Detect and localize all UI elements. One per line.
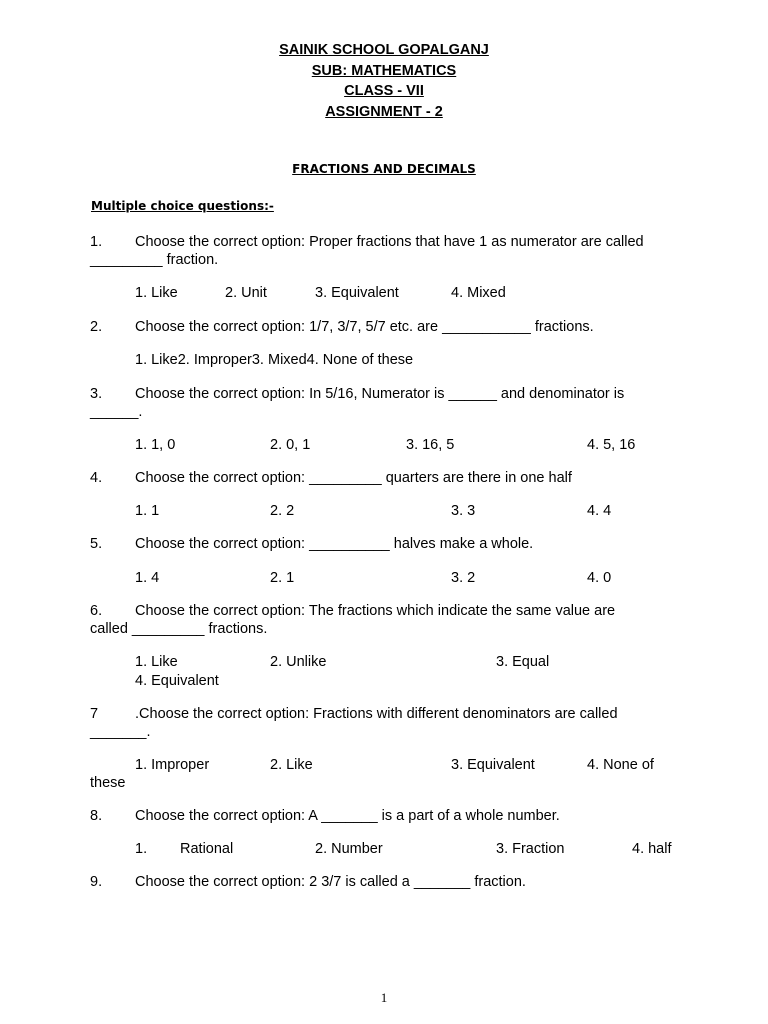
question-text-continued: ______. — [90, 404, 143, 420]
subsection-title: Multiple choice questions:- — [91, 199, 274, 213]
question-text: .Choose the correct option: Fractions with different denominators are called — [135, 706, 618, 722]
option-1: 1. 4 — [135, 570, 160, 586]
class-line: CLASS - VII — [344, 83, 424, 99]
option-2: 2. Like — [270, 757, 313, 773]
option-1: 1. Improper — [135, 757, 210, 773]
question-text: Choose the correct option: In 5/16, Numerator is ______ and denominator is — [135, 386, 625, 402]
section-title: FRACTIONS AND DECIMALS — [292, 162, 476, 176]
option-1-number: 1. — [135, 841, 148, 857]
question-text: Choose the correct option: 1/7, 3/7, 5/7 etc. are ___________ fractions. — [135, 319, 594, 335]
option-4: 4. 5, 16 — [587, 437, 636, 453]
option-1: Rational — [180, 841, 234, 857]
option-1: 1. Like — [135, 654, 178, 670]
question-text-continued: _______. — [90, 724, 151, 740]
option-1: 1. 1 — [135, 503, 160, 519]
option-2: 2. 2 — [270, 503, 295, 519]
question-number: 4. — [90, 470, 103, 486]
option-4: 4. Mixed — [451, 285, 506, 301]
question-number: 7 — [90, 706, 99, 722]
option-2: 2. 1 — [270, 570, 295, 586]
page-number: 1 — [380, 990, 388, 1005]
question-text: Choose the correct option: __________ halves make a whole. — [135, 536, 534, 552]
option-2: 2. Unlike — [270, 654, 327, 670]
option-4: 4. None of — [587, 757, 654, 773]
option-2: 2. Unit — [225, 285, 267, 301]
option-4: 4. 4 — [587, 503, 612, 519]
question-text: Choose the correct option: Proper fractions that have 1 as numerator are called — [135, 234, 644, 250]
option-4: 4. 0 — [587, 570, 612, 586]
question-number: 9. — [90, 874, 103, 890]
question-text-continued: called _________ fractions. — [90, 621, 268, 637]
option-2: 2. 0, 1 — [270, 437, 311, 453]
option-3: 3. 2 — [451, 570, 476, 586]
school-name: SAINIK SCHOOL GOPALGANJ — [279, 42, 489, 58]
options-line: 1. Like2. Improper3. Mixed4. None of these — [135, 352, 414, 368]
option-3: 3. Equal — [496, 654, 550, 670]
option-4: 4. half — [632, 841, 672, 857]
option-3: 3. Equivalent — [451, 757, 535, 773]
question-text: Choose the correct option: A _______ is a part of a whole number. — [135, 808, 560, 824]
question-number: 1. — [90, 234, 103, 250]
question-number: 3. — [90, 386, 103, 402]
option-4-continued: these — [90, 775, 126, 791]
question-text-continued: _________ fraction. — [90, 252, 219, 268]
option-2: 2. Number — [315, 841, 383, 857]
option-3: 3. Fraction — [496, 841, 565, 857]
option-3: 3. 16, 5 — [406, 437, 455, 453]
question-text: Choose the correct option: _________ quarters are there in one half — [135, 470, 572, 486]
question-number: 8. — [90, 808, 103, 824]
option-3: 3. 3 — [451, 503, 476, 519]
option-1: 1. 1, 0 — [135, 437, 176, 453]
question-number: 5. — [90, 536, 103, 552]
question-text: Choose the correct option: 2 3/7 is called a _______ fraction. — [135, 874, 526, 890]
option-3: 3. Equivalent — [315, 285, 399, 301]
option-1: 1. Like — [135, 285, 178, 301]
question-text: Choose the correct option: The fractions which indicate the same value are — [135, 603, 616, 619]
assignment-line: ASSIGNMENT - 2 — [325, 104, 443, 120]
question-number: 2. — [90, 319, 103, 335]
question-number: 6. — [90, 603, 103, 619]
subject-line: SUB: MATHEMATICS — [311, 63, 457, 79]
option-4: 4. Equivalent — [135, 673, 219, 689]
